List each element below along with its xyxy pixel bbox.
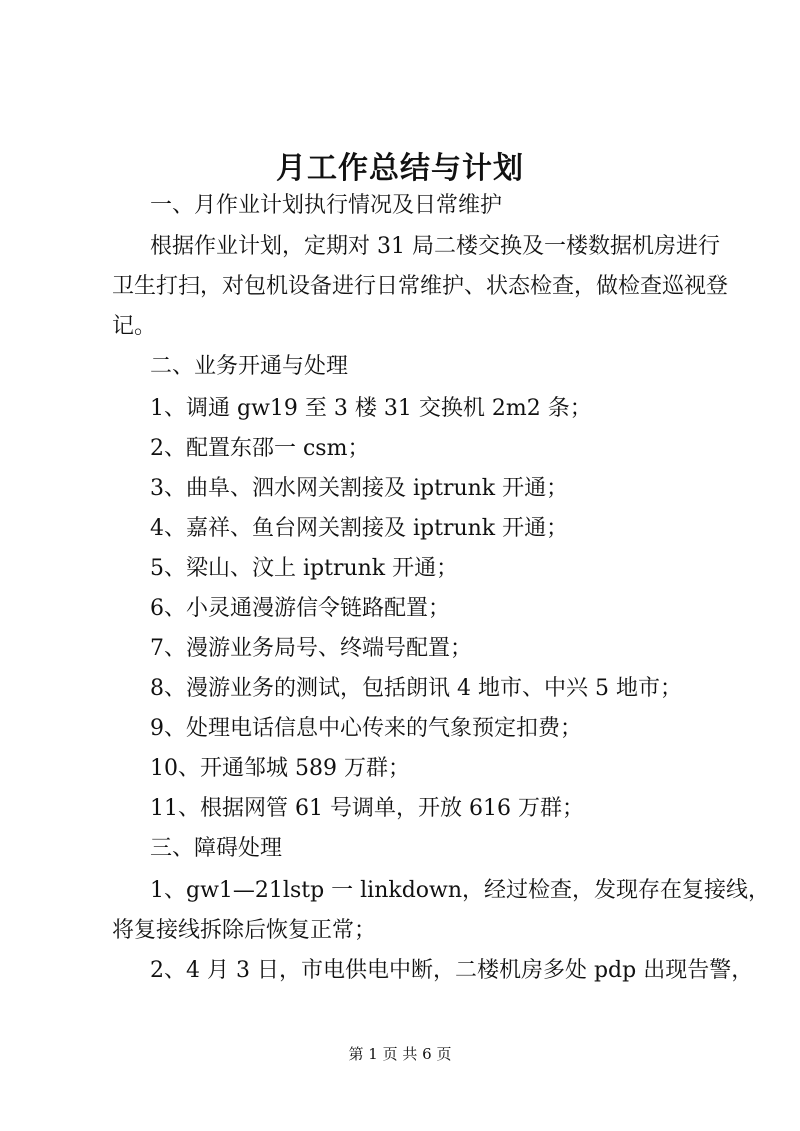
section3-item1-line2: 将复接线拆除后恢复正常； — [112, 918, 377, 943]
section2-item: 2、配置东邵一 csm； — [150, 436, 370, 461]
section2-item: 9、处理电话信息中心传来的气象预定扣费； — [150, 716, 582, 741]
section2-item: 3、曲阜、泗水网关割接及 iptrunk 开通； — [150, 476, 569, 501]
section2-item: 8、漫游业务的测试，包括朗讯 4 地市、中兴 5 地市； — [150, 676, 682, 701]
section2-item: 1、调通 gw19 至 3 楼 31 交换机 2m2 条； — [150, 396, 592, 421]
section2-item: 7、漫游业务局号、终端号配置； — [150, 636, 472, 661]
section3-item1-line1: 1、gw1—21lstp 一 linkdown，经过检查，发现存在复接线， — [150, 878, 771, 903]
section2-item: 5、梁山、汶上 iptrunk 开通； — [150, 556, 459, 581]
section3-item2-line1: 2、4 月 3 日，市电供电中断，二楼机房多处 pdp 出现告警， — [150, 958, 754, 983]
section2-item: 11、根据网管 61 号调单，开放 616 万群； — [150, 796, 584, 821]
page-number-footer: 第 1 页 共 6 页 — [348, 1045, 452, 1063]
section2-item: 10、开通邹城 589 万群； — [150, 756, 410, 781]
document-title: 月工作总结与计划 — [276, 151, 524, 186]
section1-paragraph-line3: 记。 — [112, 314, 157, 339]
section3-heading: 三、障碍处理 — [150, 836, 283, 861]
section1-heading: 一、月作业计划执行情况及日常维护 — [150, 193, 503, 218]
section1-paragraph-line1: 根据作业计划，定期对 31 局二楼交换及一楼数据机房进行 — [150, 234, 720, 259]
section1-paragraph-line2: 卫生打扫，对包机设备进行日常维护、状态检查，做检查巡视登 — [112, 274, 729, 299]
section2-heading: 二、业务开通与处理 — [150, 354, 349, 379]
section2-item: 6、小灵通漫游信令链路配置； — [150, 596, 450, 621]
section2-item: 4、嘉祥、鱼台网关割接及 iptrunk 开通； — [150, 516, 569, 541]
